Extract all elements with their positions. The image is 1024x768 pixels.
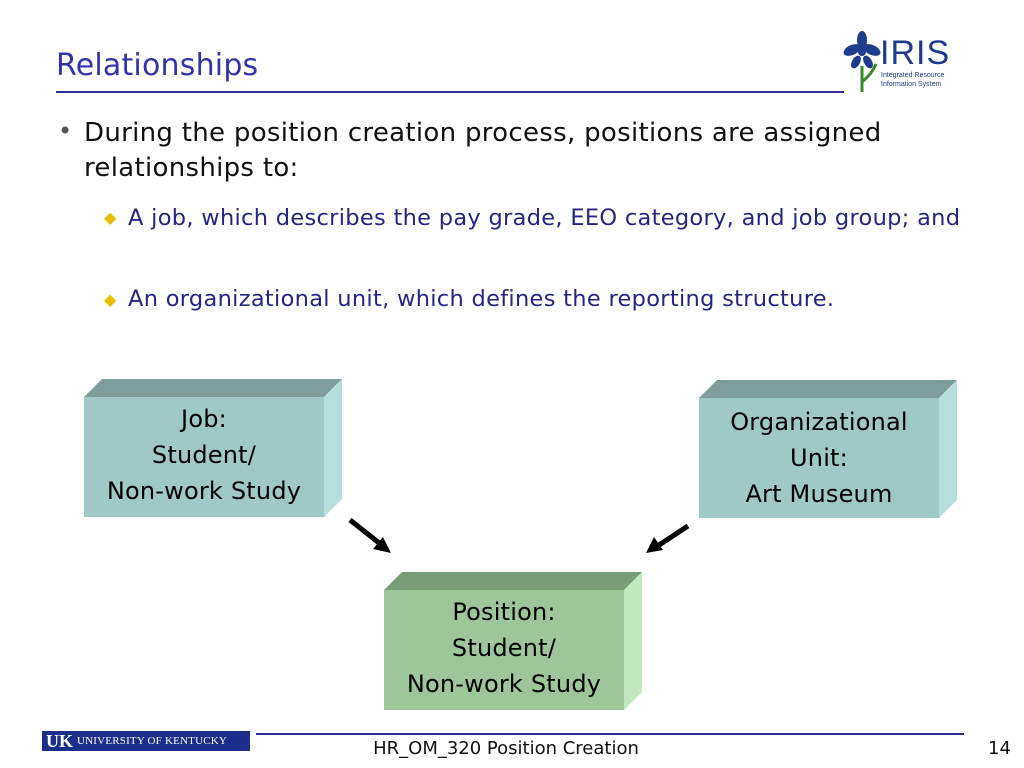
position-box-text <box>384 594 624 702</box>
org-unit-box-line: Art Museum <box>745 480 893 508</box>
logo-tagline <box>881 71 971 89</box>
job-box-line: Non-work Study <box>106 477 302 505</box>
org-unit-box <box>699 380 959 520</box>
logo-wordmark: IRIS <box>880 34 951 72</box>
logo-tagline-line: Information System <box>881 81 942 88</box>
footer-title: HR_OM_320 Position Creation <box>373 738 639 759</box>
job-box <box>84 379 344 519</box>
slide-title: Relationships <box>56 48 259 83</box>
arrow-org-to-position-icon <box>642 522 692 558</box>
title-underline <box>56 91 844 93</box>
main-bullet-text: During the position creation process, positions are assigned relationships to: <box>84 118 882 183</box>
bullet-marker: • <box>58 117 73 145</box>
sub-bullet-marker: ◆ <box>104 208 117 227</box>
org-unit-box-line: Unit: <box>790 444 848 472</box>
sub-bullet-text: A job, which describes the pay grade, EEO category, and job group; and <box>128 205 961 231</box>
sub-bullet-marker: ◆ <box>104 290 117 309</box>
position-box-line: Student/ <box>451 634 557 662</box>
position-box-line: Position: <box>452 598 556 626</box>
logo-tagline-line: Integrated Resource <box>881 72 945 79</box>
arrow-job-to-position-icon <box>345 515 395 557</box>
page-number: 14 <box>988 738 1011 759</box>
position-box-line: Non-work Study <box>406 670 602 698</box>
iris-logo <box>842 30 992 100</box>
position-box <box>384 572 644 712</box>
footer-rule <box>256 733 964 735</box>
uk-logo-banner <box>42 731 250 751</box>
job-box-text <box>84 401 324 509</box>
university-name: UNIVERSITY OF KENTUCKY <box>77 735 228 747</box>
job-box-line: Job: <box>181 405 227 433</box>
job-box-line: Student/ <box>151 441 257 469</box>
uk-mark: UK <box>46 730 73 751</box>
iris-flower-icon <box>842 30 882 96</box>
org-unit-box-line: Organizational <box>730 408 908 436</box>
sub-bullet-text: An organizational unit, which defines the reporting structure. <box>128 286 835 312</box>
org-unit-box-text <box>699 404 939 512</box>
